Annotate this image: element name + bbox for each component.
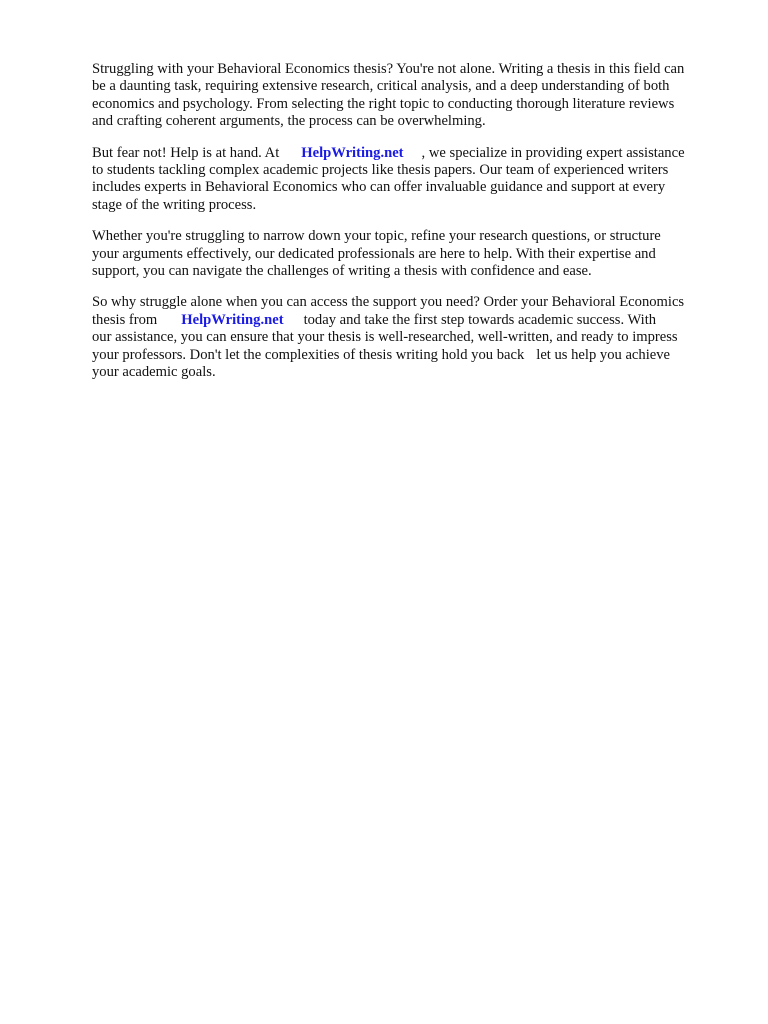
text-segment: thesis from [92, 311, 158, 328]
text-line: Struggling with your Behavioral Economics thesis? You're not alone. Writing a thesis in this field can [92, 61, 685, 77]
text-line: Whether you're struggling to narrow down your topic, refine your research questions, or structure [92, 228, 661, 245]
paragraph-help [92, 145, 732, 215]
paragraph-whether [92, 228, 732, 280]
text-segment: today and take the first step towards academic success. With [303, 311, 657, 328]
text-line [92, 145, 732, 162]
text-line [92, 347, 732, 364]
text-line: be a daunting task, requiring extensive research, critical analysis, and a deep understanding of both [92, 78, 670, 95]
text-line: our assistance, you can ensure that your thesis is well-researched, well-written, and ready to impress [92, 329, 678, 346]
text-line [92, 312, 732, 329]
text-segment: let us help you achieve [536, 346, 670, 363]
text-line: your academic goals. [92, 364, 216, 381]
text-line: support, you can navigate the challenges of writing a thesis with confidence and ease. [92, 263, 592, 280]
text-line: and crafting coherent arguments, the process can be overwhelming. [92, 113, 486, 130]
text-line: includes experts in Behavioral Economics who can offer invaluable guidance and support at every [92, 179, 666, 196]
text-line: So why struggle alone when you can access the support you need? Order your Behavioral Economics [92, 294, 685, 311]
text-line: economics and psychology. From selecting the right topic to conducting thorough literature reviews [92, 95, 675, 112]
helpwriting-link[interactable]: HelpWriting.net [301, 144, 404, 161]
paragraph-order [92, 294, 732, 381]
paragraph-intro [92, 61, 732, 131]
document-body [92, 61, 732, 396]
text-segment: , we specialize in providing expert assistance [421, 144, 685, 161]
text-line: stage of the writing process. [92, 196, 257, 213]
text-line: to students tackling complex academic projects like thesis papers. Our team of experienced writers [92, 162, 669, 179]
helpwriting-link[interactable]: HelpWriting.net [181, 311, 284, 328]
text-segment: But fear not! Help is at hand. At [92, 144, 280, 161]
text-segment: your professors. Don't let the complexities of thesis writing hold you back [92, 346, 525, 363]
text-line: your arguments effectively, our dedicated professionals are here to help. With their expertise and [92, 245, 656, 262]
